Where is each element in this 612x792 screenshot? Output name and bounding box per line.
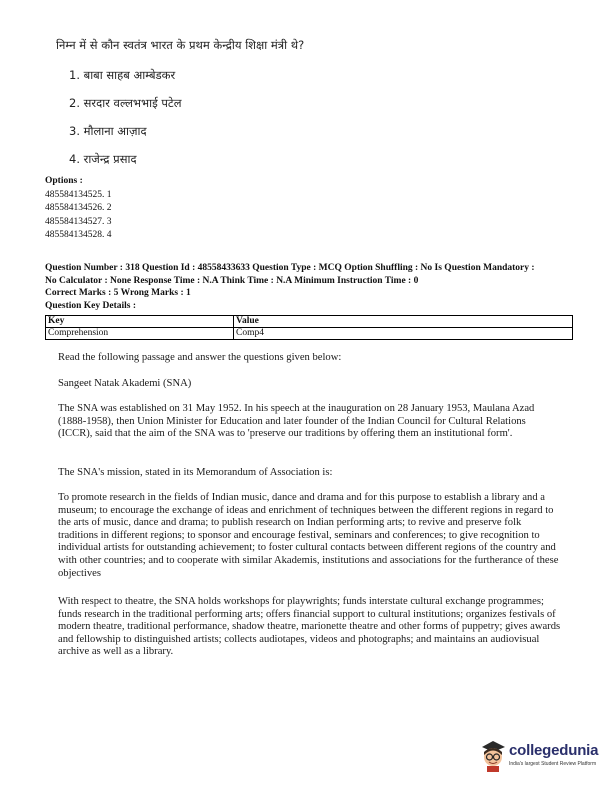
header-key: Key: [46, 316, 234, 328]
table-header-row: [46, 316, 573, 328]
passage-para-3: To promote research in the fields of Indian music, dance and drama and for this purpose to establish a library and a museum; to encourage the exchange of ideas and enrichment of techniques between the different regions in regard to the arts of music, dance and drama; to publish research on Indian performing arts; to revive and preserve folk traditions in different regions; to sponsor and encourage festival, seminars and conferences; to give recognition to individual artists for outstanding achievement; to foster cultural contacts between different regions of the country and with other countries; and to cooperate with similar Akademis, institutions and associations for the furtherance of these objectives: [58, 492, 559, 579]
mascot-logo-icon: [478, 738, 508, 772]
options-heading: Options :: [45, 176, 83, 186]
key-table: [45, 315, 573, 340]
option-id-4: 485584134528. 4: [45, 230, 112, 240]
passage-intro: Read the following passage and answer the questions given below:: [58, 352, 342, 363]
question-meta: [45, 262, 575, 312]
meta-line-1: Question Number : 318 Question Id : 48558433633 Question Type : MCQ Option Shuffling : No Is Question Mandatory :: [45, 263, 535, 273]
option-id-2: 485584134526. 2: [45, 203, 112, 213]
meta-line-3: Correct Marks : 5 Wrong Marks : 1: [45, 288, 191, 298]
options-block: [45, 175, 112, 243]
header-value: Value: [234, 316, 573, 328]
choice-4: 4. राजेन्द्र प्रसाद: [69, 152, 137, 166]
passage-para-2: The SNA's mission, stated in its Memorandum of Association is:: [58, 467, 333, 478]
choice-1: 1. बाबा साहब आम्बेडकर: [69, 68, 176, 82]
meta-line-2: No Calculator : None Response Time : N.A Think Time : N.A Minimum Instruction Time : 0: [45, 275, 419, 286]
passage-title: Sangeet Natak Akademi (SNA): [58, 378, 192, 389]
passage-para-1: The SNA was established on 31 May 1952. In his speech at the inauguration on 28 January 1953, Maulana Azad (1888-1958), then Union Minister for Education and later founder of the Indian Council for Cultural Relations (ICCR), said that the aim of the SNA was to 'preserve our traditions by offering them an institutional form'.: [58, 403, 535, 440]
cell-value: Comp4: [234, 328, 573, 340]
brand-name: collegedunia: [509, 742, 599, 759]
question-text: निम्न में से कौन स्वतंत्र भारत के प्रथम केन्द्रीय शिक्षा मंत्री थे?: [56, 38, 305, 52]
choice-3: 3. मौलाना आज़ाद: [69, 124, 147, 138]
cell-key: Comprehension: [46, 328, 234, 340]
choice-2: 2. सरदार वल्लभभाई पटेल: [69, 96, 182, 110]
option-id-3: 485584134527. 3: [45, 216, 112, 227]
meta-line-4: Question Key Details :: [45, 300, 137, 311]
option-id-1: 485584134525. 1: [45, 189, 112, 200]
table-row: [46, 328, 573, 340]
brand-tagline: India's largest Student Review Platform: [509, 761, 597, 767]
passage-para-4: With respect to theatre, the SNA holds workshops for playwrights; funds interstate cultural exchange programmes; funds research in the traditional performing arts; offers financial support to cultural institutions; organizes festivals of modern theatre, traditional performance, shadow theatre, marionette theatre and other forms of puppetry; gives awards and fellowship to distinguished artists; collects audiotapes, videos and photographs; and maintains an audiovisual archive as well as a library.: [58, 596, 561, 658]
